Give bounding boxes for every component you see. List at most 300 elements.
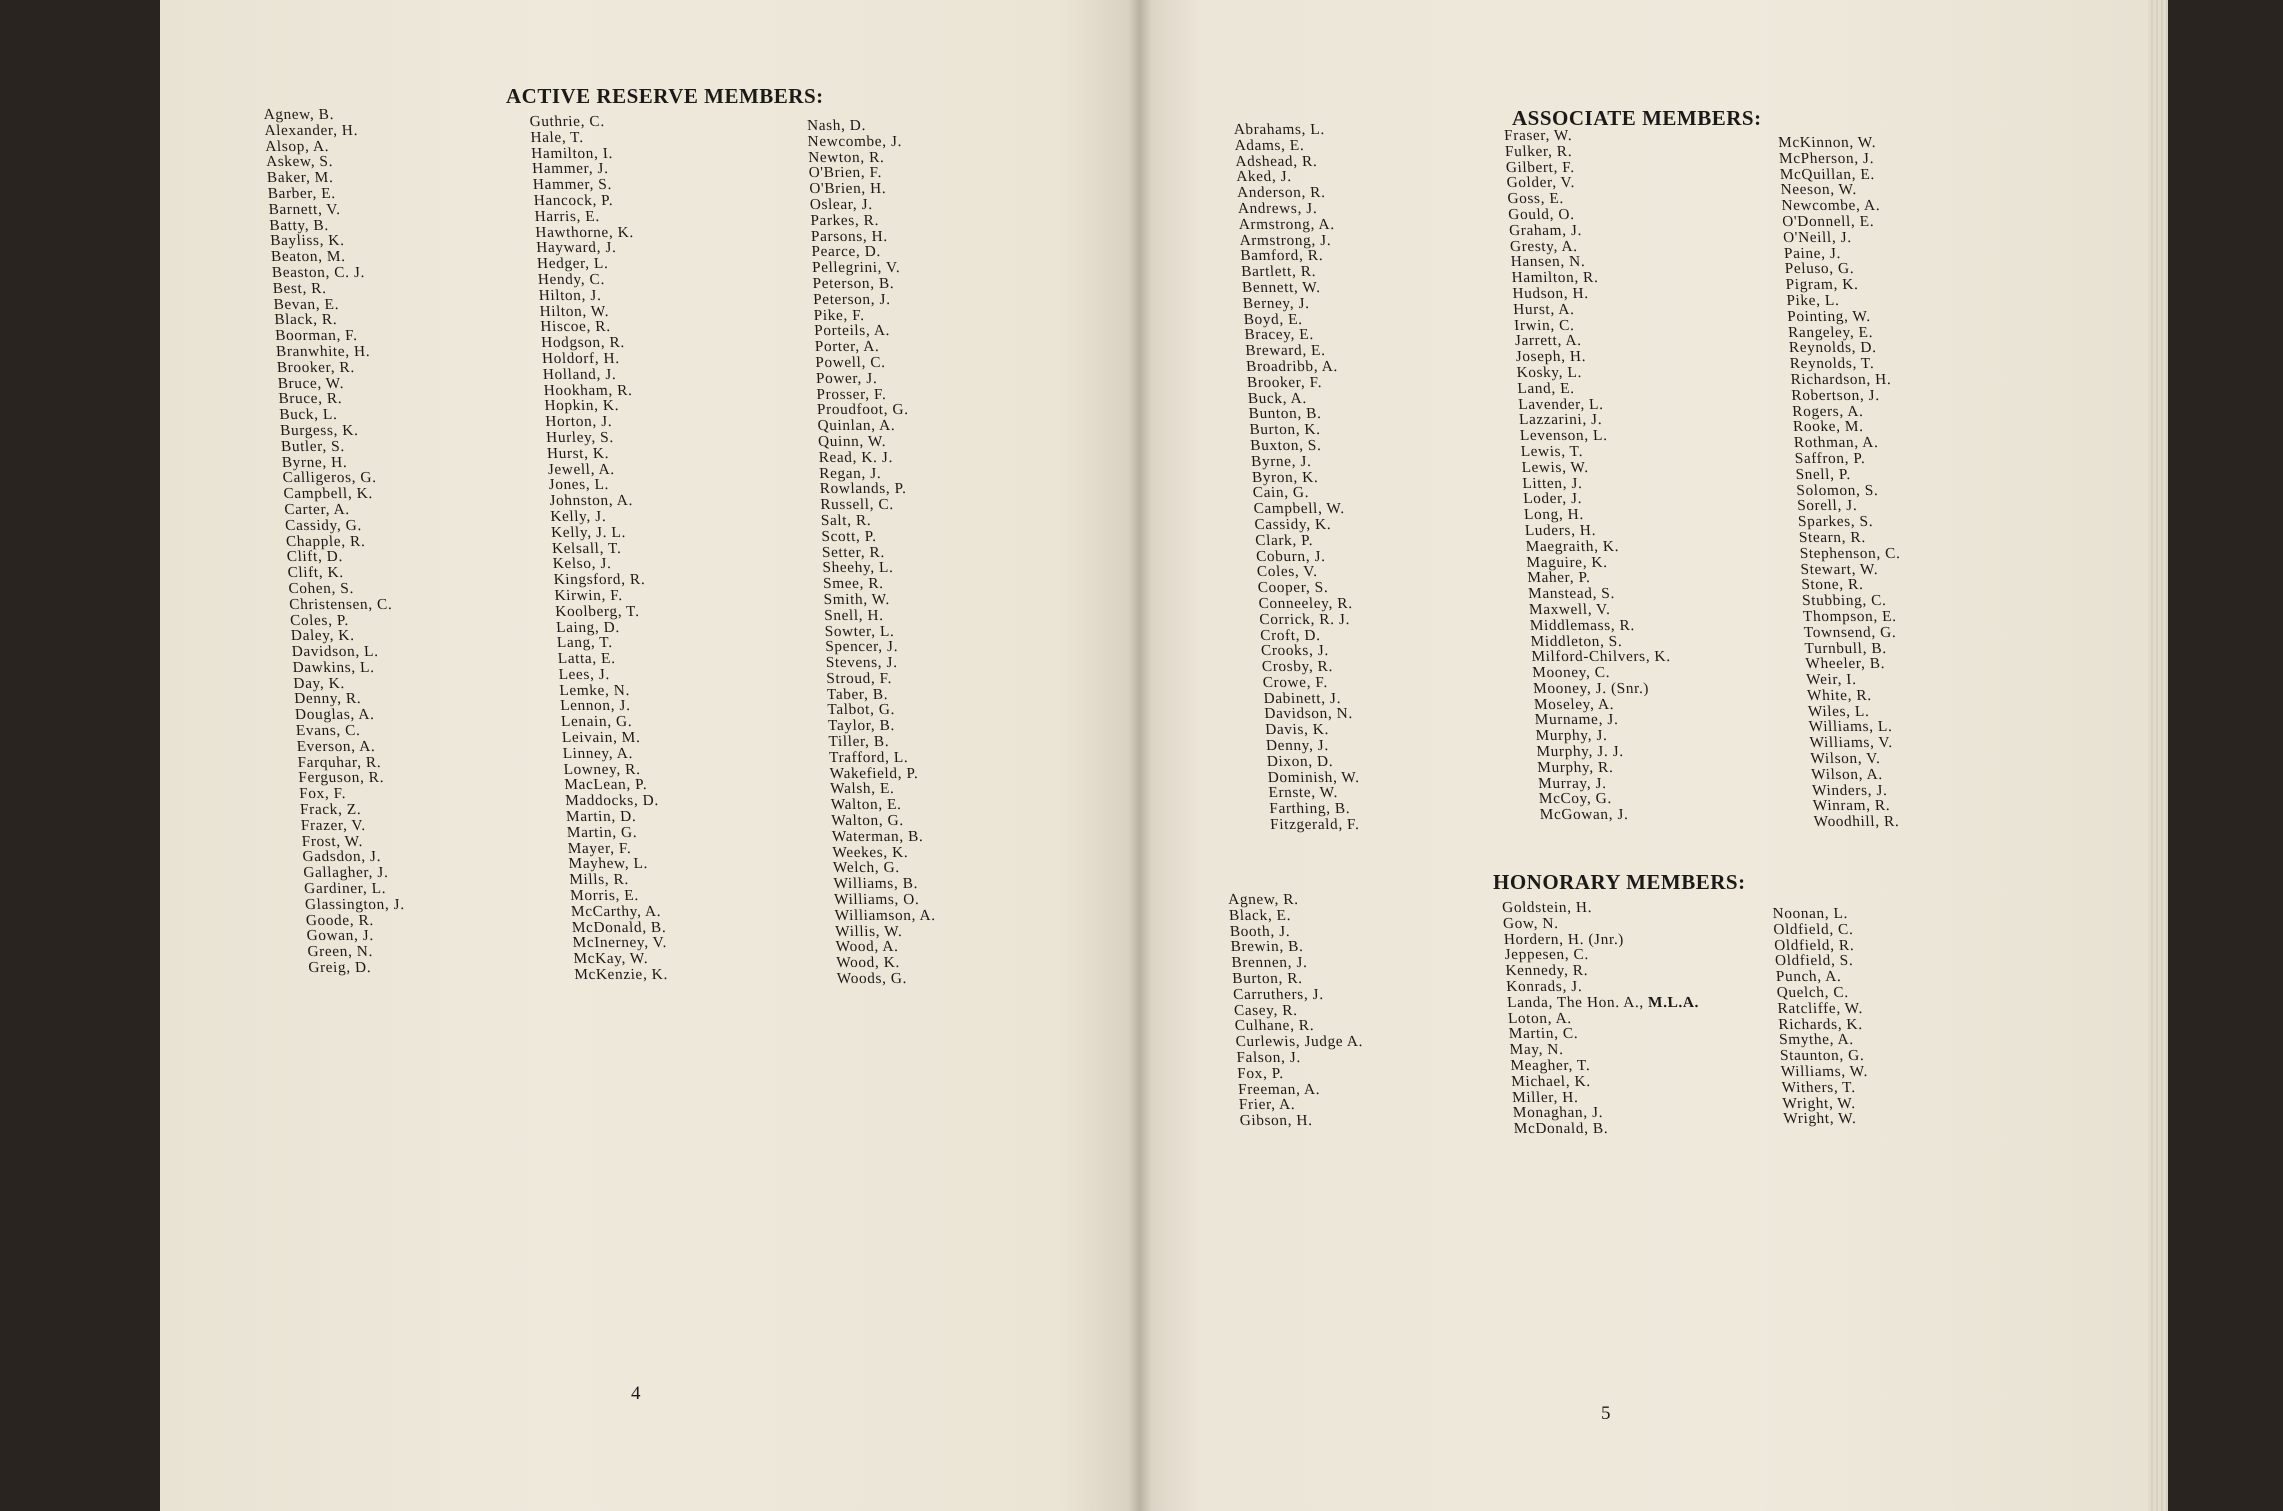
member-name: Casey, R. [1233,1001,1298,1019]
member-name: Bracey, E. [1244,326,1315,344]
member-name: Ernste, W. [1268,784,1339,802]
member-name: Farthing, B. [1268,800,1351,818]
member-name: Latta, E. [557,650,616,668]
member-name: Litten, J. [1521,474,1583,492]
member-name: Sorell, J. [1796,497,1858,515]
member-name: Brooker, R. [276,358,356,376]
member-name: Hordern, H. (Jnr.) [1503,930,1625,948]
member-name: Taylor, B. [827,717,896,735]
member-name: Brooker, F. [1246,373,1323,391]
member-name: Bruce, W. [277,374,345,392]
member-name: Regan, J. [818,464,882,482]
member-name: Linney, A. [562,744,634,762]
member-name: Wilson, A. [1810,765,1884,783]
member-name: Evans, C. [295,722,361,740]
member-name: Murphy, J. J. [1536,743,1625,761]
member-name: Jewell, A. [547,460,616,478]
member-name: Anderson, R. [1236,184,1326,202]
member-name: Clark, P. [1254,531,1314,549]
member-name: Lemke, N. [558,681,631,699]
member-name: Davidson, N. [1263,705,1354,723]
member-name: Wood, K. [836,954,901,972]
member-name: Saffron, P. [1794,449,1866,467]
member-name: Koolberg, T. [554,602,640,620]
member-name: Meagher, T. [1510,1056,1591,1074]
member-name: Boorman, F. [274,327,358,345]
member-name: Fox, F. [298,785,347,803]
member-name: Maguire, K. [1526,553,1608,571]
member-name: Monaghan, J. [1512,1104,1604,1122]
member-name: Freeman, A. [1237,1080,1321,1098]
member-name: Barber, E. [267,184,337,202]
member-name: Maher, P. [1526,569,1591,587]
member-name: Askew, S. [265,153,334,171]
member-name: Curlewis, Judge A. [1235,1033,1364,1051]
member-name: Woods, G. [836,970,908,988]
member-name: Coburn, J. [1255,547,1326,565]
member-name: Guthrie, C. [529,113,606,130]
member-name: Pike, L. [1786,291,1840,309]
member-name: Fraser, W. [1503,127,1573,144]
member-name: Sparkes, S. [1797,513,1874,531]
member-name: Oslear, J. [809,195,873,213]
member-name: Fulker, R. [1504,142,1573,160]
member-name: Powell, C. [815,353,886,371]
member-name: Lazzarini, J. [1518,411,1603,429]
member-name: Newton, R. [807,148,885,166]
member-name: McGowan, J. [1539,806,1629,824]
member-name: Butler, S. [280,437,346,455]
member-name: Armstrong, J. [1239,231,1332,249]
member-name: Maxwell, V. [1528,600,1611,618]
member-name: Lewis, T. [1520,442,1584,460]
member-name: Clift, D. [286,548,344,566]
member-name: Murray, J. [1537,774,1607,792]
member-name: Landa, The Hon. A., M.L.A. [1506,993,1700,1011]
member-name: McKinnon, W. [1777,134,1877,151]
member-name: Stubbing, C. [1801,592,1887,610]
member-name: Kelly, J. L. [550,523,627,541]
member-name: Gow, N. [1502,914,1559,932]
member-name: Gould, O. [1507,205,1575,223]
member-name: Luders, H. [1524,521,1597,539]
member-name: Rowlands, P. [819,480,907,498]
member-name: Read, K. J. [818,448,894,466]
member-name: Middleton, S. [1530,632,1623,650]
member-name: Bayliss, K. [269,232,345,250]
honorary-column-2 [1502,900,1706,1137]
member-name: Stroud, F. [826,669,893,687]
member-name: Levenson, L. [1519,427,1608,445]
member-name: Dixon, D. [1266,752,1334,770]
honorary-column-3 [1772,906,1870,1127]
member-name: Gilbert, F. [1505,158,1575,176]
member-name: Mooney, C. [1531,664,1611,682]
member-name: Newcombe, A. [1781,197,1881,215]
member-name: Mooney, J. (Snr.) [1532,679,1650,697]
member-name: Hayward, J. [535,239,617,257]
member-name: Lowney, R. [563,760,641,778]
member-name: McPherson, J. [1778,149,1875,167]
member-name: Loton, A. [1507,1009,1573,1027]
member-name: Kelso, J. [552,555,612,573]
member-name: Agnew, B. [263,106,335,123]
member-name: Burgess, K. [279,421,359,439]
member-name: Wilson, V. [1810,750,1881,768]
member-name: Salt, R. [820,511,872,529]
member-name: Coles, V. [1256,563,1318,581]
member-name: Bartlett, R. [1240,263,1317,281]
member-name: Weir, I. [1805,671,1857,689]
member-name: Scott, P. [821,527,877,545]
member-name: Harris, E. [534,207,601,225]
member-name: Walton, G. [831,812,904,830]
member-name: Brewin, B. [1230,938,1304,956]
member-name: Pearce, D. [811,243,882,261]
member-name: Lennon, J. [559,697,631,715]
member-name: Williamson, A. [834,906,936,924]
member-name: Martin, C. [1508,1025,1579,1043]
member-name: Peterson, J. [812,290,891,308]
member-name: O'Brien, F. [808,164,883,182]
member-name: Laing, D. [555,618,621,636]
member-name: Buxton, S. [1249,436,1322,454]
member-name: Russell, C. [820,496,894,514]
member-name: McCoy, G. [1538,790,1613,808]
member-name: Miller, H. [1511,1088,1579,1106]
member-name: Gallagher, J. [302,864,389,882]
member-name: Martin, D. [565,808,637,826]
member-name: Davis, K. [1264,721,1330,739]
member-name: Alexander, H. [264,121,359,139]
member-name: Calligeros, G. [282,469,377,487]
member-name: Holdorf, H. [541,349,621,367]
member-name: Brennen, J. [1231,954,1308,972]
member-name: Mayhew, L. [568,855,649,873]
member-name: McKenzie, K. [573,966,669,984]
member-name: Long, H. [1523,506,1585,524]
member-name: O'Neill, J. [1782,228,1853,246]
member-name: Maddocks, D. [564,792,660,810]
member-name: Bevan, E. [273,295,340,313]
member-name: Green, N. [307,943,374,961]
book-spine [1128,0,1152,1511]
member-name: Wheeler, B. [1805,655,1886,673]
member-name: Hurst, A. [1512,300,1575,318]
member-name: Black, R. [273,311,338,329]
member-name: Campbell, W. [1253,500,1346,518]
member-name: Dabinett, J. [1263,689,1342,707]
member-name: Rangeley, E. [1787,323,1874,341]
member-name: Staunton, G. [1779,1047,1865,1065]
member-name: Winders, J. [1811,781,1888,799]
member-name: Tiller, B. [828,733,890,751]
member-name: Hendy, C. [537,270,606,288]
member-name: Frost, W. [301,832,364,850]
member-name: Black, E. [1228,906,1292,924]
member-name: Porteils, A. [813,322,891,340]
member-name: Murphy, J. [1535,727,1608,745]
member-name: Kingsford, R. [553,571,646,589]
member-name: Branwhite, H. [275,342,371,360]
member-name: Stewart, W. [1800,560,1879,578]
member-name: Holland, J. [542,365,617,383]
member-name: Glassington, J. [304,895,405,913]
member-name: Kelsall, T. [551,539,622,557]
member-name: Adams, E. [1234,136,1305,154]
member-name: Newcombe, J. [807,132,903,150]
member-name: Byrne, H. [281,453,348,471]
member-name: Willis, W. [834,922,903,940]
member-name: Walsh, E. [829,780,895,798]
member-name: Douglas, A. [294,706,375,724]
member-name: Noonan, L. [1772,905,1849,922]
member-name: Byron, K. [1251,468,1319,486]
member-name: Michael, K. [1510,1072,1591,1090]
member-name: Neeson, W. [1780,181,1858,199]
member-name: Hudson, H. [1512,284,1590,302]
member-name: Goldstein, H. [1501,899,1593,916]
member-name: Farquhar, R. [297,753,382,771]
member-name: Oldfield, R. [1773,936,1855,954]
member-name: Proudfoot, G. [816,401,909,419]
member-name: Gibson, H. [1239,1112,1313,1130]
member-name: Culhane, R. [1234,1017,1315,1035]
member-name: Hamilton, I. [530,144,614,162]
member-name: Wright, W. [1782,1110,1857,1128]
honorary-heading: HONORARY MEMBERS: [1493,870,1746,894]
member-name: Gowan, J. [306,927,375,945]
member-name: Hilton, J. [538,286,602,304]
member-name: Christensen, C. [288,595,393,613]
member-name: Crooks, J. [1260,642,1330,660]
member-name: McKay, W. [573,950,649,968]
member-name: Sowter, L. [824,622,895,640]
member-name: Denny, R. [293,690,362,708]
member-name: Hedger, L. [536,255,609,273]
member-name: Punch, A. [1775,968,1842,986]
member-name: Bennett, W. [1241,278,1321,296]
member-name: Hodgson, R. [540,334,626,352]
member-name: Paine, J. [1783,244,1842,262]
member-name: Jarrett, A. [1514,332,1582,350]
member-name: Hansen, N. [1510,253,1586,271]
member-name: Jones, L. [548,476,610,494]
member-name: Stone, R. [1800,576,1864,594]
member-name: Breward, E. [1244,342,1326,360]
member-name: Beaston, C. J. [271,263,366,281]
member-name: Ratcliffe, W. [1777,999,1864,1017]
member-name: Nash, D. [806,117,867,134]
member-name: Beaton, M. [270,248,346,266]
page-number-left: 4 [631,1383,641,1404]
member-name: Alsop, A. [264,137,330,155]
member-name: Trafford, L. [828,748,909,766]
member-name: Armstrong, A. [1238,215,1335,233]
member-name: Lees, J. [558,665,611,683]
member-name: Jeppesen, C. [1504,946,1590,964]
member-name: Goode, R. [305,911,375,929]
member-name: Pike, F. [813,306,865,324]
member-name: Crowe, F. [1262,673,1329,691]
member-name: Reynolds, T. [1789,355,1875,373]
member-name: White, R. [1806,686,1873,704]
member-name: Dominish, W. [1267,768,1360,786]
member-name: Irwin, C. [1513,316,1575,334]
member-name: Cohen, S. [288,579,355,597]
honorary-column-1 [1228,892,1368,1129]
member-name: Prosser, F. [816,385,887,403]
member-name: Woodhill, R. [1813,813,1900,831]
member-name: Quelch, C. [1776,983,1850,1001]
member-name: Snell, H. [823,606,884,624]
member-name: Richardson, H. [1790,370,1892,388]
member-name: Cain, G. [1252,484,1310,502]
member-name: Leivain, M. [561,729,641,747]
member-name: Welch, G. [832,859,900,877]
member-name: O'Donnell, E. [1781,212,1875,230]
member-name: Crosby, R. [1261,658,1334,676]
member-name: Buck, L. [278,406,338,424]
member-name: Stephenson, C. [1799,544,1901,562]
member-name: Rogers, A. [1791,402,1864,420]
member-name: Williams, B. [833,875,919,893]
member-name: Hopkin, K. [544,397,620,415]
member-name: McDonald, B. [1513,1120,1609,1138]
member-name: Kirwin, F. [554,586,624,604]
member-name: Hammer, J. [531,160,609,178]
member-name: Winram, R. [1812,797,1891,815]
member-name: Golder, V. [1506,174,1576,192]
member-name: Bunton, B. [1248,405,1322,423]
member-name: Walton, E. [830,796,902,814]
member-name: Setter, R. [821,543,886,561]
member-name: Wiles, L. [1807,702,1870,720]
member-name: Quinlan, A. [817,417,896,435]
member-name: Oldfield, C. [1772,920,1854,938]
member-name: Maegraith, K. [1525,537,1620,555]
member-name: Barnett, V. [268,200,341,218]
member-name: Thompson, E. [1802,607,1897,625]
member-name: O'Brien, H. [809,180,887,198]
member-name: Byrne, J. [1250,452,1312,470]
member-name: Williams, L. [1808,718,1893,736]
member-name: Andrews, J. [1237,199,1318,217]
member-name: Pellegrini, V. [811,259,901,277]
mla-title: M.L.A. [1647,993,1700,1011]
member-name: Lang, T. [556,634,614,652]
member-name: Williams, O. [833,891,920,909]
member-name: Hawthorne, K. [534,223,635,241]
member-name: Oldfield, S. [1774,952,1854,970]
member-name: Smythe, A. [1778,1031,1855,1049]
member-name: Murphy, R. [1536,758,1614,776]
member-name: Greig, D. [307,959,372,977]
member-name: Spencer, J. [824,638,899,656]
member-name: Best, R. [272,279,327,297]
member-name: Hookham, R. [543,381,633,399]
member-name: Croft, D. [1259,626,1321,644]
member-name: Sheehy, L. [822,559,894,577]
member-name: Day, K. [292,674,346,692]
member-name: Wakefield, P. [829,764,919,782]
member-name: Stevens, J. [825,654,898,672]
member-name: Gresty, A. [1509,237,1578,255]
member-name: Morris, E. [569,887,640,905]
member-name: Clift, K. [287,564,345,582]
member-name: Batty, B. [268,216,330,234]
member-name: Kosky, L. [1516,363,1583,381]
member-name: Loder, J. [1522,490,1583,508]
member-name: Daley, K. [290,627,355,645]
member-name: Williams, W. [1780,1062,1869,1080]
member-name: Konrads, J. [1505,977,1583,995]
member-name: Power, J. [815,369,878,387]
member-name: McCarthy, A. [570,902,662,920]
member-name: Hurley, S. [545,428,615,446]
member-name: Milford-Chilvers, K. [1531,648,1671,666]
member-name: Buck, A. [1247,389,1308,407]
member-name: McQuillan, E. [1779,165,1876,183]
member-name: Frazer, V. [300,816,367,834]
member-name: Hiscoe, R. [539,318,611,336]
member-name: Manstead, S. [1527,585,1616,603]
member-name: Weekes, K. [832,843,909,861]
member-name: Agnew, R. [1227,891,1299,908]
member-name: Aked, J. [1235,168,1293,186]
member-name: Snell, P. [1795,465,1852,483]
member-name: Rooke, M. [1792,418,1864,436]
member-name: Waterman, B. [831,827,924,845]
member-name: Cassidy, G. [284,516,363,534]
member-name: Cassidy, K. [1254,515,1332,533]
member-name: Lavender, L. [1517,395,1604,413]
member-name: Horton, J. [544,413,613,431]
member-name: Bamford, R. [1239,247,1324,265]
member-name: Gadsdon, J. [302,848,382,866]
member-name: Talbot, G. [827,701,896,719]
member-name: Davidson, L. [291,643,379,661]
member-name: Burton, R. [1231,969,1303,987]
member-name: Hamilton, R. [1511,269,1599,287]
page-number-right: 5 [1601,1403,1611,1424]
member-name: Williams, V. [1809,734,1894,752]
member-name: Withers, T. [1781,1078,1856,1096]
member-name: Martin, G. [566,823,638,841]
member-name: Ferguson, R. [297,769,385,787]
member-name: Goss, E. [1507,190,1565,208]
member-name: Corrick, R. J. [1258,610,1351,628]
member-name: Richards, K. [1777,1015,1863,1033]
member-name: Murname, J. [1534,711,1619,729]
member-name: Joseph, H. [1515,348,1587,366]
member-name: Johnston, A. [549,492,634,510]
member-name: Broadribb, A. [1245,357,1339,375]
member-name: Smith, W. [823,590,891,608]
member-name: Peterson, B. [812,274,895,292]
member-name: Mills, R. [568,871,630,889]
member-name: Denny, J. [1265,737,1330,755]
member-name: Wood, A. [835,938,899,956]
member-name: Boyd, E. [1243,310,1303,328]
member-name: Bruce, R. [278,390,343,408]
member-name: Cooper, S. [1257,579,1329,597]
member-name: Pigram, K. [1785,276,1859,294]
member-name: Hilton, W. [539,302,610,320]
member-name: Kennedy, R. [1505,962,1589,980]
member-name: Gardiner, L. [303,880,387,898]
member-name: Adshead, R. [1234,152,1318,170]
